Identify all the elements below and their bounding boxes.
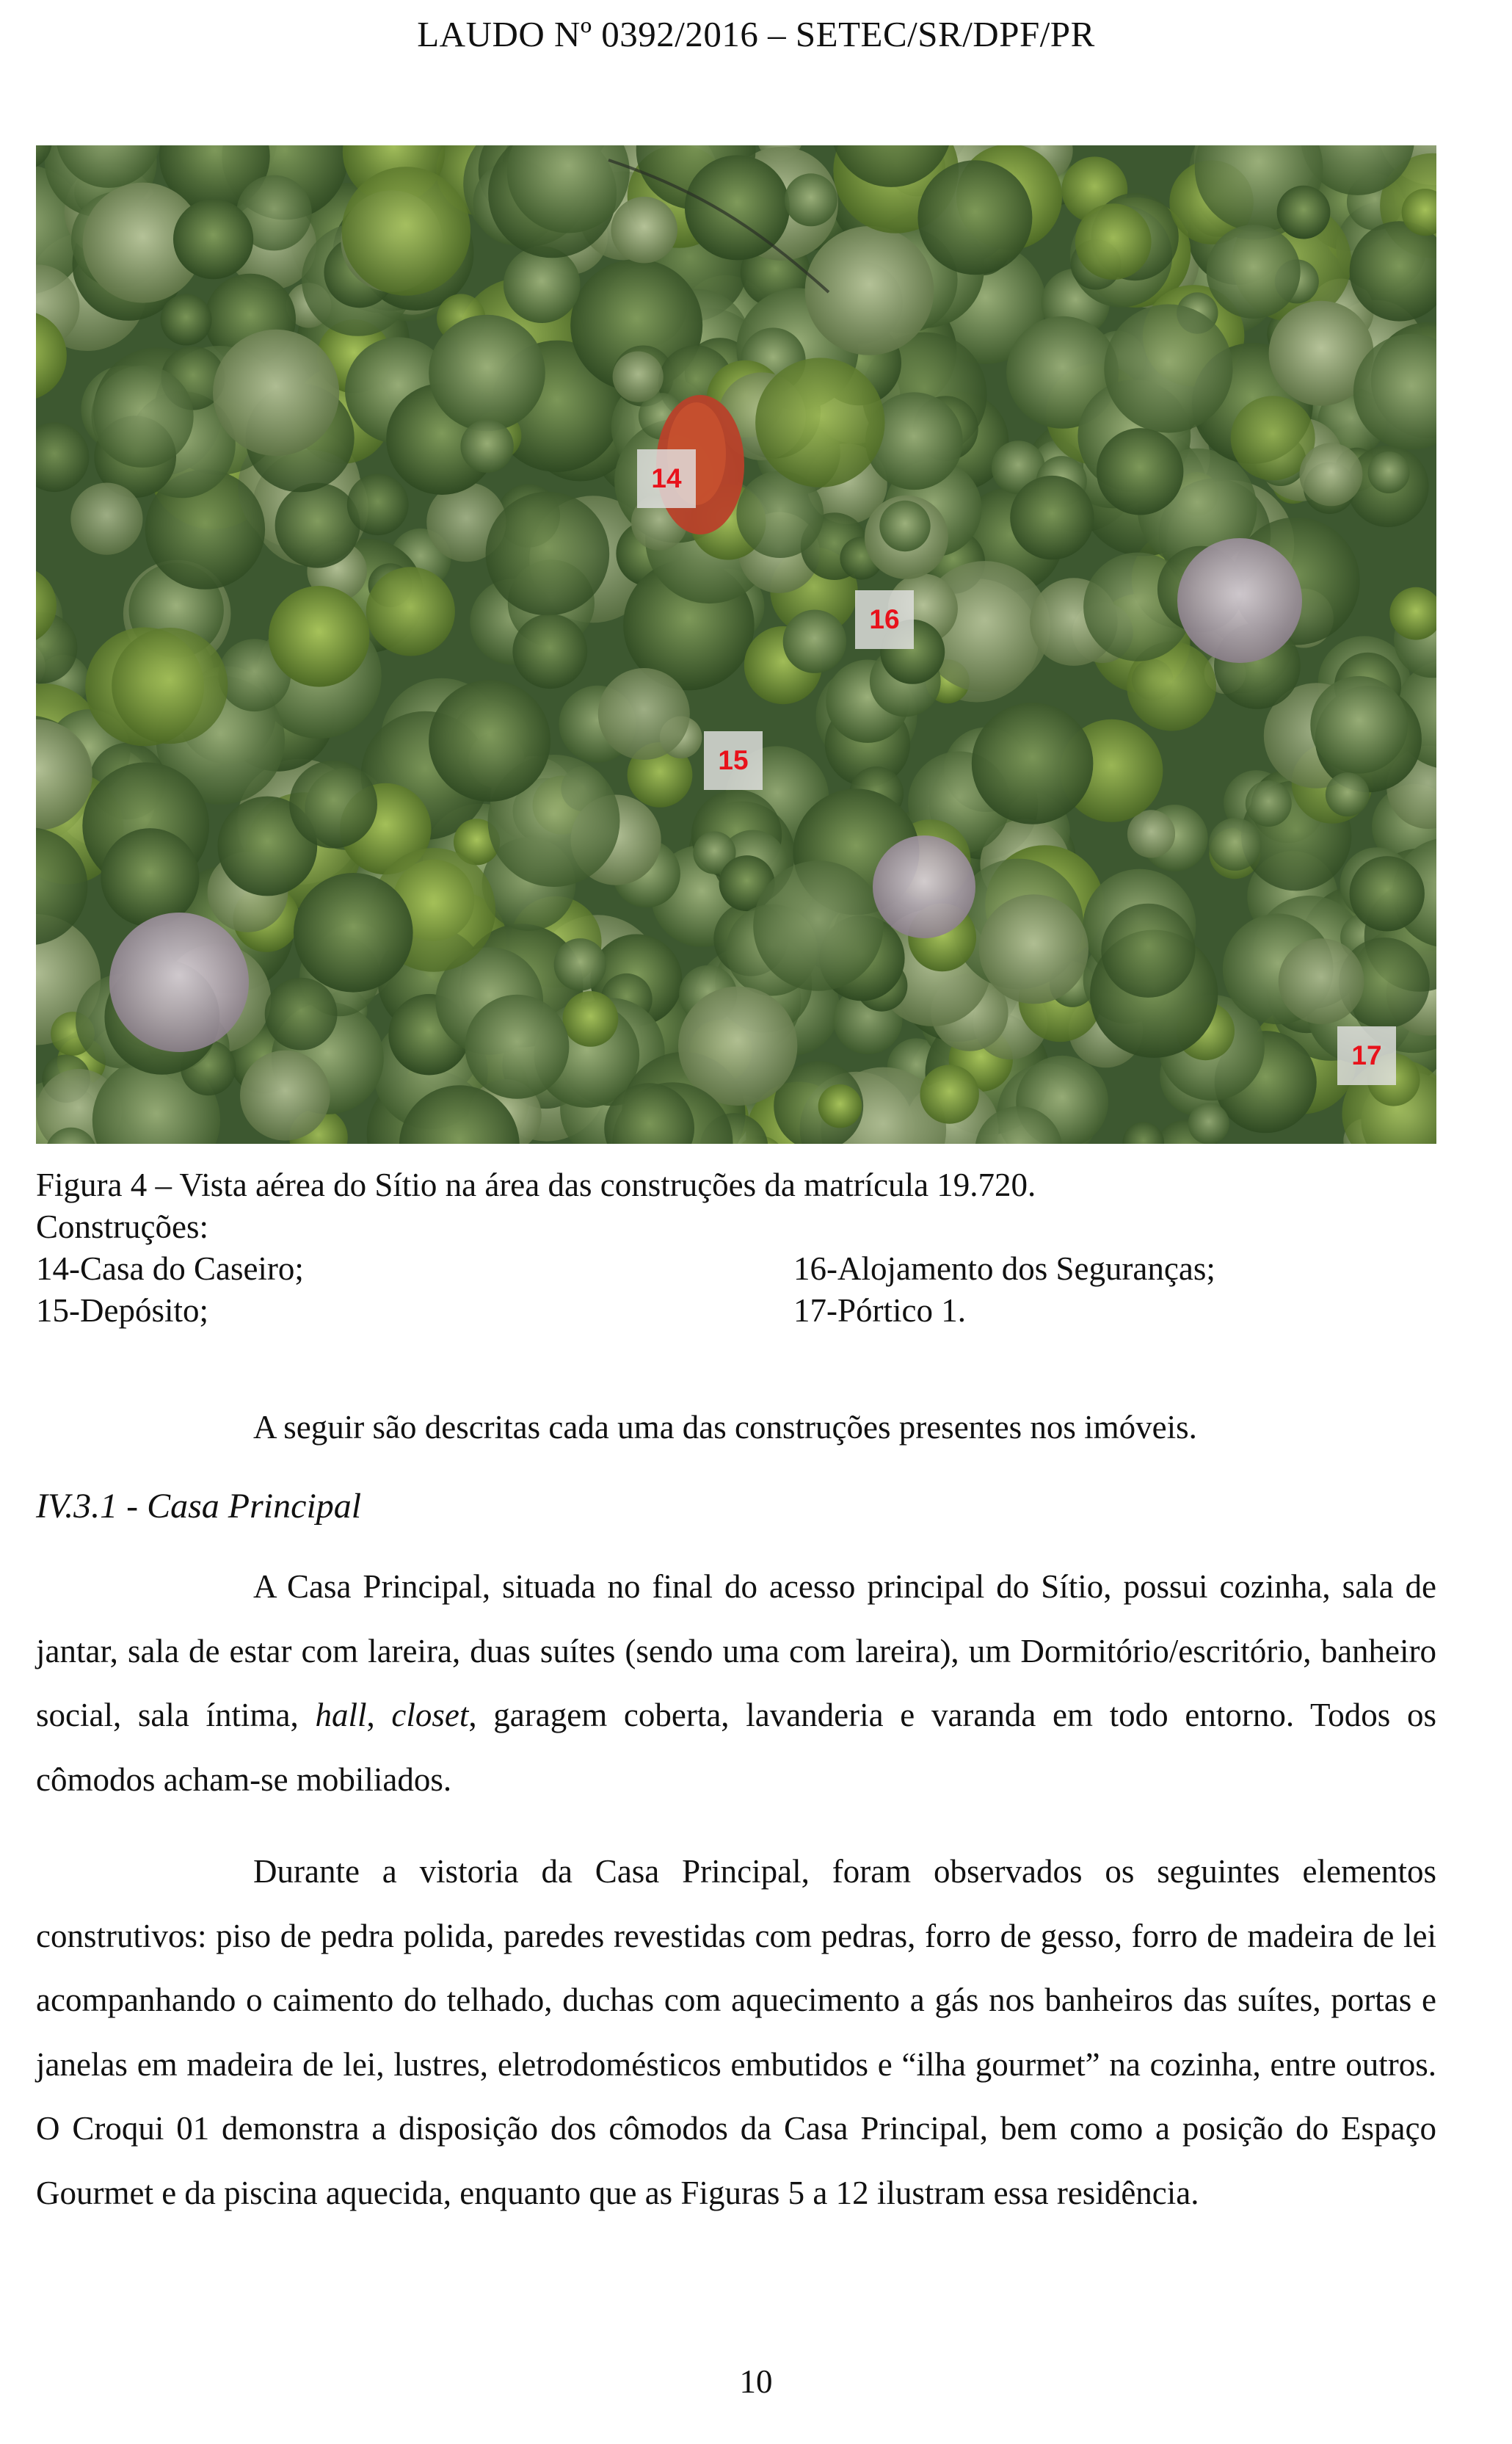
document-header: LAUDO Nº 0392/2016 – SETEC/SR/DPF/PR — [417, 14, 1095, 54]
caption-item-17: 17-Pórtico 1. — [793, 1292, 966, 1329]
marker-17: 17 — [1337, 1026, 1396, 1085]
intro-paragraph: A seguir são descritas cada uma das construções presentes nos imóveis. — [253, 1409, 1197, 1446]
marker-14: 14 — [637, 449, 696, 508]
paragraph-1-hall: hall — [315, 1697, 367, 1733]
paragraph-1 — [36, 1555, 1436, 1812]
caption-item-15: 15-Depósito; — [36, 1292, 208, 1329]
marker-15: 15 — [704, 731, 763, 790]
tree-canopy-image — [36, 145, 1436, 1144]
paragraph-1-closet: closet — [391, 1697, 469, 1733]
page-number: 10 — [739, 2363, 773, 2400]
caption-item-16: 16-Alojamento dos Seguranças; — [793, 1250, 1215, 1287]
paragraph-1-text-c: , garagem coberta, lavanderia e varanda em todo entorno. Todos os cômodos acham-se mobiliados. — [36, 1697, 1436, 1798]
paragraph-2 — [36, 1840, 1436, 2225]
aerial-photo — [36, 145, 1436, 1144]
caption-item-14: 14-Casa do Caseiro; — [36, 1250, 304, 1287]
paragraph-2-text: Durante a vistoria da Casa Principal, foram observados os seguintes elementos construtivos: piso de pedra polida, paredes revestidas com pedras, forro de gesso, forro de madeira de lei acompanhando o caimento do telhado, duchas com aquecimento a gás nos banheiros das suítes, portas e janelas em madeira de lei, lustres, eletrodomésticos embutidos e “ilha gourmet” na cozinha, entre outros. O Croqui 01 demonstra a disposição dos cômodos da Casa Principal, bem como a posição do Espaço Gourmet e da piscina aquecida, enquanto que as Figuras 5 a 12 ilustram essa residência. — [36, 1853, 1436, 2211]
marker-16: 16 — [855, 590, 914, 649]
paragraph-1-text-a: A Casa Principal, situada no final do acesso principal do Sítio, possui cozinha, sala de jantar, sala de estar com lareira, duas suítes (sendo uma com lareira), um Dormitório/escritório, banheiro social, sala íntima, — [36, 1568, 1436, 1733]
section-heading: IV.3.1 - Casa Principal — [36, 1487, 362, 1526]
figure-caption-sub: Construções: — [36, 1208, 208, 1245]
figure-caption-title: Figura 4 – Vista aérea do Sítio na área das construções da matrícula 19.720. — [36, 1167, 1036, 1203]
paragraph-1-text-b: , — [366, 1697, 392, 1733]
